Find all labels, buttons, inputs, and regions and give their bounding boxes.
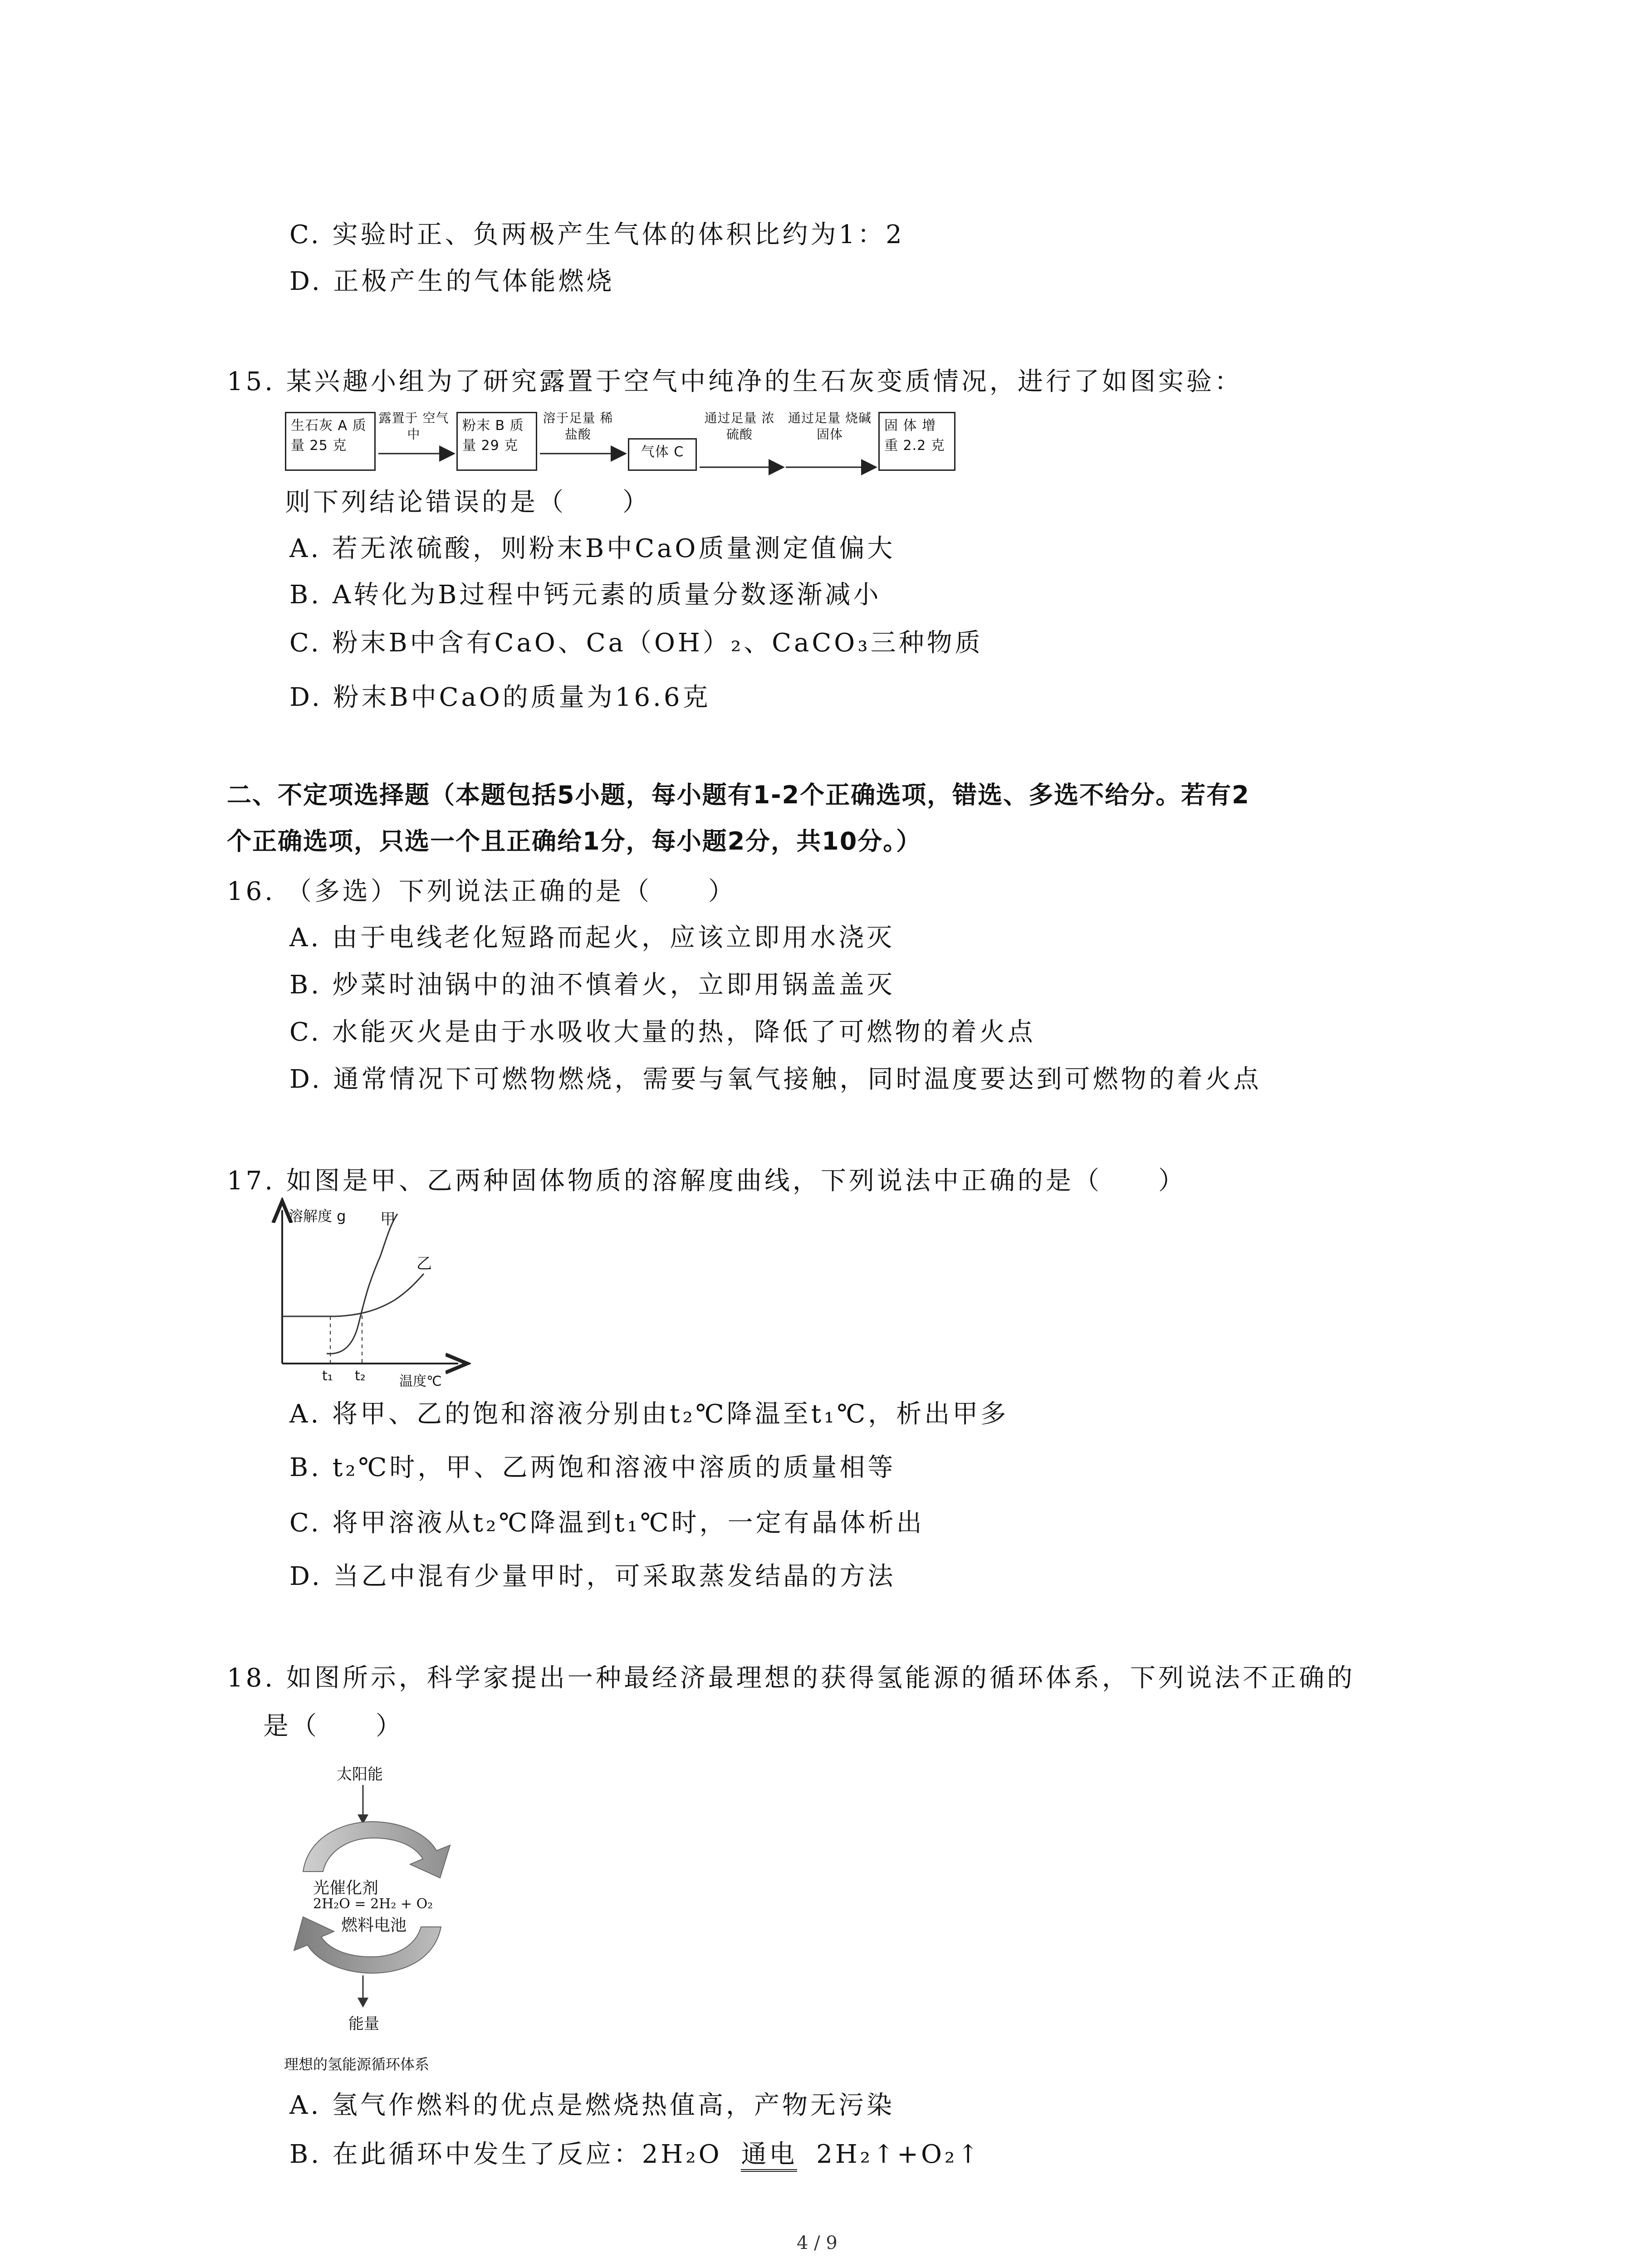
q18-option-b-pre: B. 在此循环中发生了反应：2H₂O	[289, 2140, 722, 2169]
q17-option-d: D. 当乙中混有少量甲时，可采取蒸发结晶的方法	[289, 1562, 896, 1591]
fig-photocatalyst: 光催化剂	[313, 1879, 379, 1897]
flow-label-sulfuric-acid: 通过足量 浓硫酸	[704, 411, 775, 442]
flow-box-gas-c: 气体 C	[628, 438, 697, 471]
fig-solar-energy: 太阳能	[337, 1765, 383, 1784]
q18-option-a: A. 氢气作燃料的优点是燃烧热值高，产物无污染	[289, 2091, 895, 2120]
chart-y-label: 溶解度 g	[289, 1207, 346, 1225]
fig-caption: 理想的氢能源循环体系	[284, 2056, 430, 2073]
fig-fuel-cell: 燃料电池	[341, 1916, 407, 1935]
cycle-arrow-top	[303, 1822, 450, 1878]
flow-box-powder-b: 粉末 B 质 量 29 克	[456, 412, 537, 471]
flow-box-solid-increase: 固 体 增 重 2.2 克	[878, 412, 955, 471]
q17-option-c: C. 将甲溶液从t₂℃降温到t₁℃时，一定有晶体析出	[289, 1508, 925, 1538]
q16-option-d: D. 通常情况下可燃物燃烧，需要与氧气接触，同时温度要达到可燃物的着火点	[289, 1065, 1262, 1094]
q17-stem: 17. 如图是甲、乙两种固体物质的溶解度曲线，下列说法中正确的是（ ）	[227, 1166, 1186, 1196]
chart-series-jia-label: 甲	[380, 1210, 396, 1228]
flow-box-quicklime-a: 生石灰 A 质量 25 克	[285, 412, 376, 471]
q16-option-c: C. 水能灭火是由于水吸收大量的热，降低了可燃物的着火点	[289, 1017, 1036, 1047]
q15-option-d: D. 粉末B中CaO的质量为16.6克	[289, 683, 711, 712]
q18-stem-line2: 是（ ）	[263, 1711, 404, 1741]
q14-option-d: D. 正极产生的气体能燃烧	[289, 267, 615, 296]
q16-stem: 16. （多选）下列说法正确的是（ ）	[227, 877, 736, 906]
flow-label-caustic-soda: 通过足量 烧碱固体	[788, 411, 872, 442]
q15-option-b: B. A转化为B过程中钙元素的质量分数逐渐减小	[289, 580, 882, 610]
chart-tick-t1: t₁	[322, 1368, 333, 1384]
q16-option-b: B. 炒菜时油锅中的油不慎着火，立即用锅盖盖灭	[289, 970, 895, 1000]
q15-stem: 15. 某兴趣小组为了研究露置于空气中纯净的生石灰变质情况，进行了如图实验：	[227, 367, 1243, 396]
q18-option-b-post: 2H₂↑+O₂↑	[816, 2140, 982, 2169]
q15-option-c: C. 粉末B中含有CaO、Ca（OH）₂、CaCO₃三种物质	[289, 628, 983, 658]
flow-label-exposed-air: 露置于 空气中	[378, 411, 449, 442]
flow-label-hydrochloric-acid: 溶于足量 稀盐酸	[543, 411, 613, 442]
fig-energy: 能量	[348, 2015, 379, 2033]
q18-option-b	[289, 2142, 981, 2172]
q15-ask: 则下列结论错误的是（ ）	[285, 488, 651, 517]
chart-series-yi-label: 乙	[416, 1255, 432, 1273]
section2-heading-line1: 二、不定项选择题（本题包括5小题，每小题有1-2个正确选项，错选、多选不给分。若有2	[227, 781, 1250, 809]
q18-stem-line1: 18. 如图所示，科学家提出一种最经济最理想的获得氢能源的循环体系，下列说法不正确的	[227, 1663, 1355, 1693]
page-number: 4 / 9	[797, 2233, 838, 2253]
q14-option-c: C. 实验时正、负两极产生气体的体积比约为1：2	[289, 220, 905, 249]
q17-option-a: A. 将甲、乙的饱和溶液分别由t₂℃降温至t₁℃，析出甲多	[289, 1399, 1009, 1429]
fig-equation: 2H₂O = 2H₂ + O₂	[313, 1896, 433, 1912]
q18-option-b-condition: 通电	[741, 2142, 797, 2172]
chart-x-label: 温度℃	[399, 1374, 442, 1389]
section2-heading-line2: 个正确选项，只选一个且正确给1分，每小题2分，共10分。）	[227, 827, 922, 855]
q16-option-a: A. 由于电线老化短路而起火，应该立即用水浇灭	[289, 923, 895, 953]
q15-option-a: A. 若无浓硫酸，则粉末B中CaO质量测定值偏大	[289, 534, 896, 563]
q17-option-b: B. t₂℃时，甲、乙两饱和溶液中溶质的质量相等	[289, 1453, 896, 1482]
chart-tick-t2: t₂	[355, 1368, 366, 1384]
